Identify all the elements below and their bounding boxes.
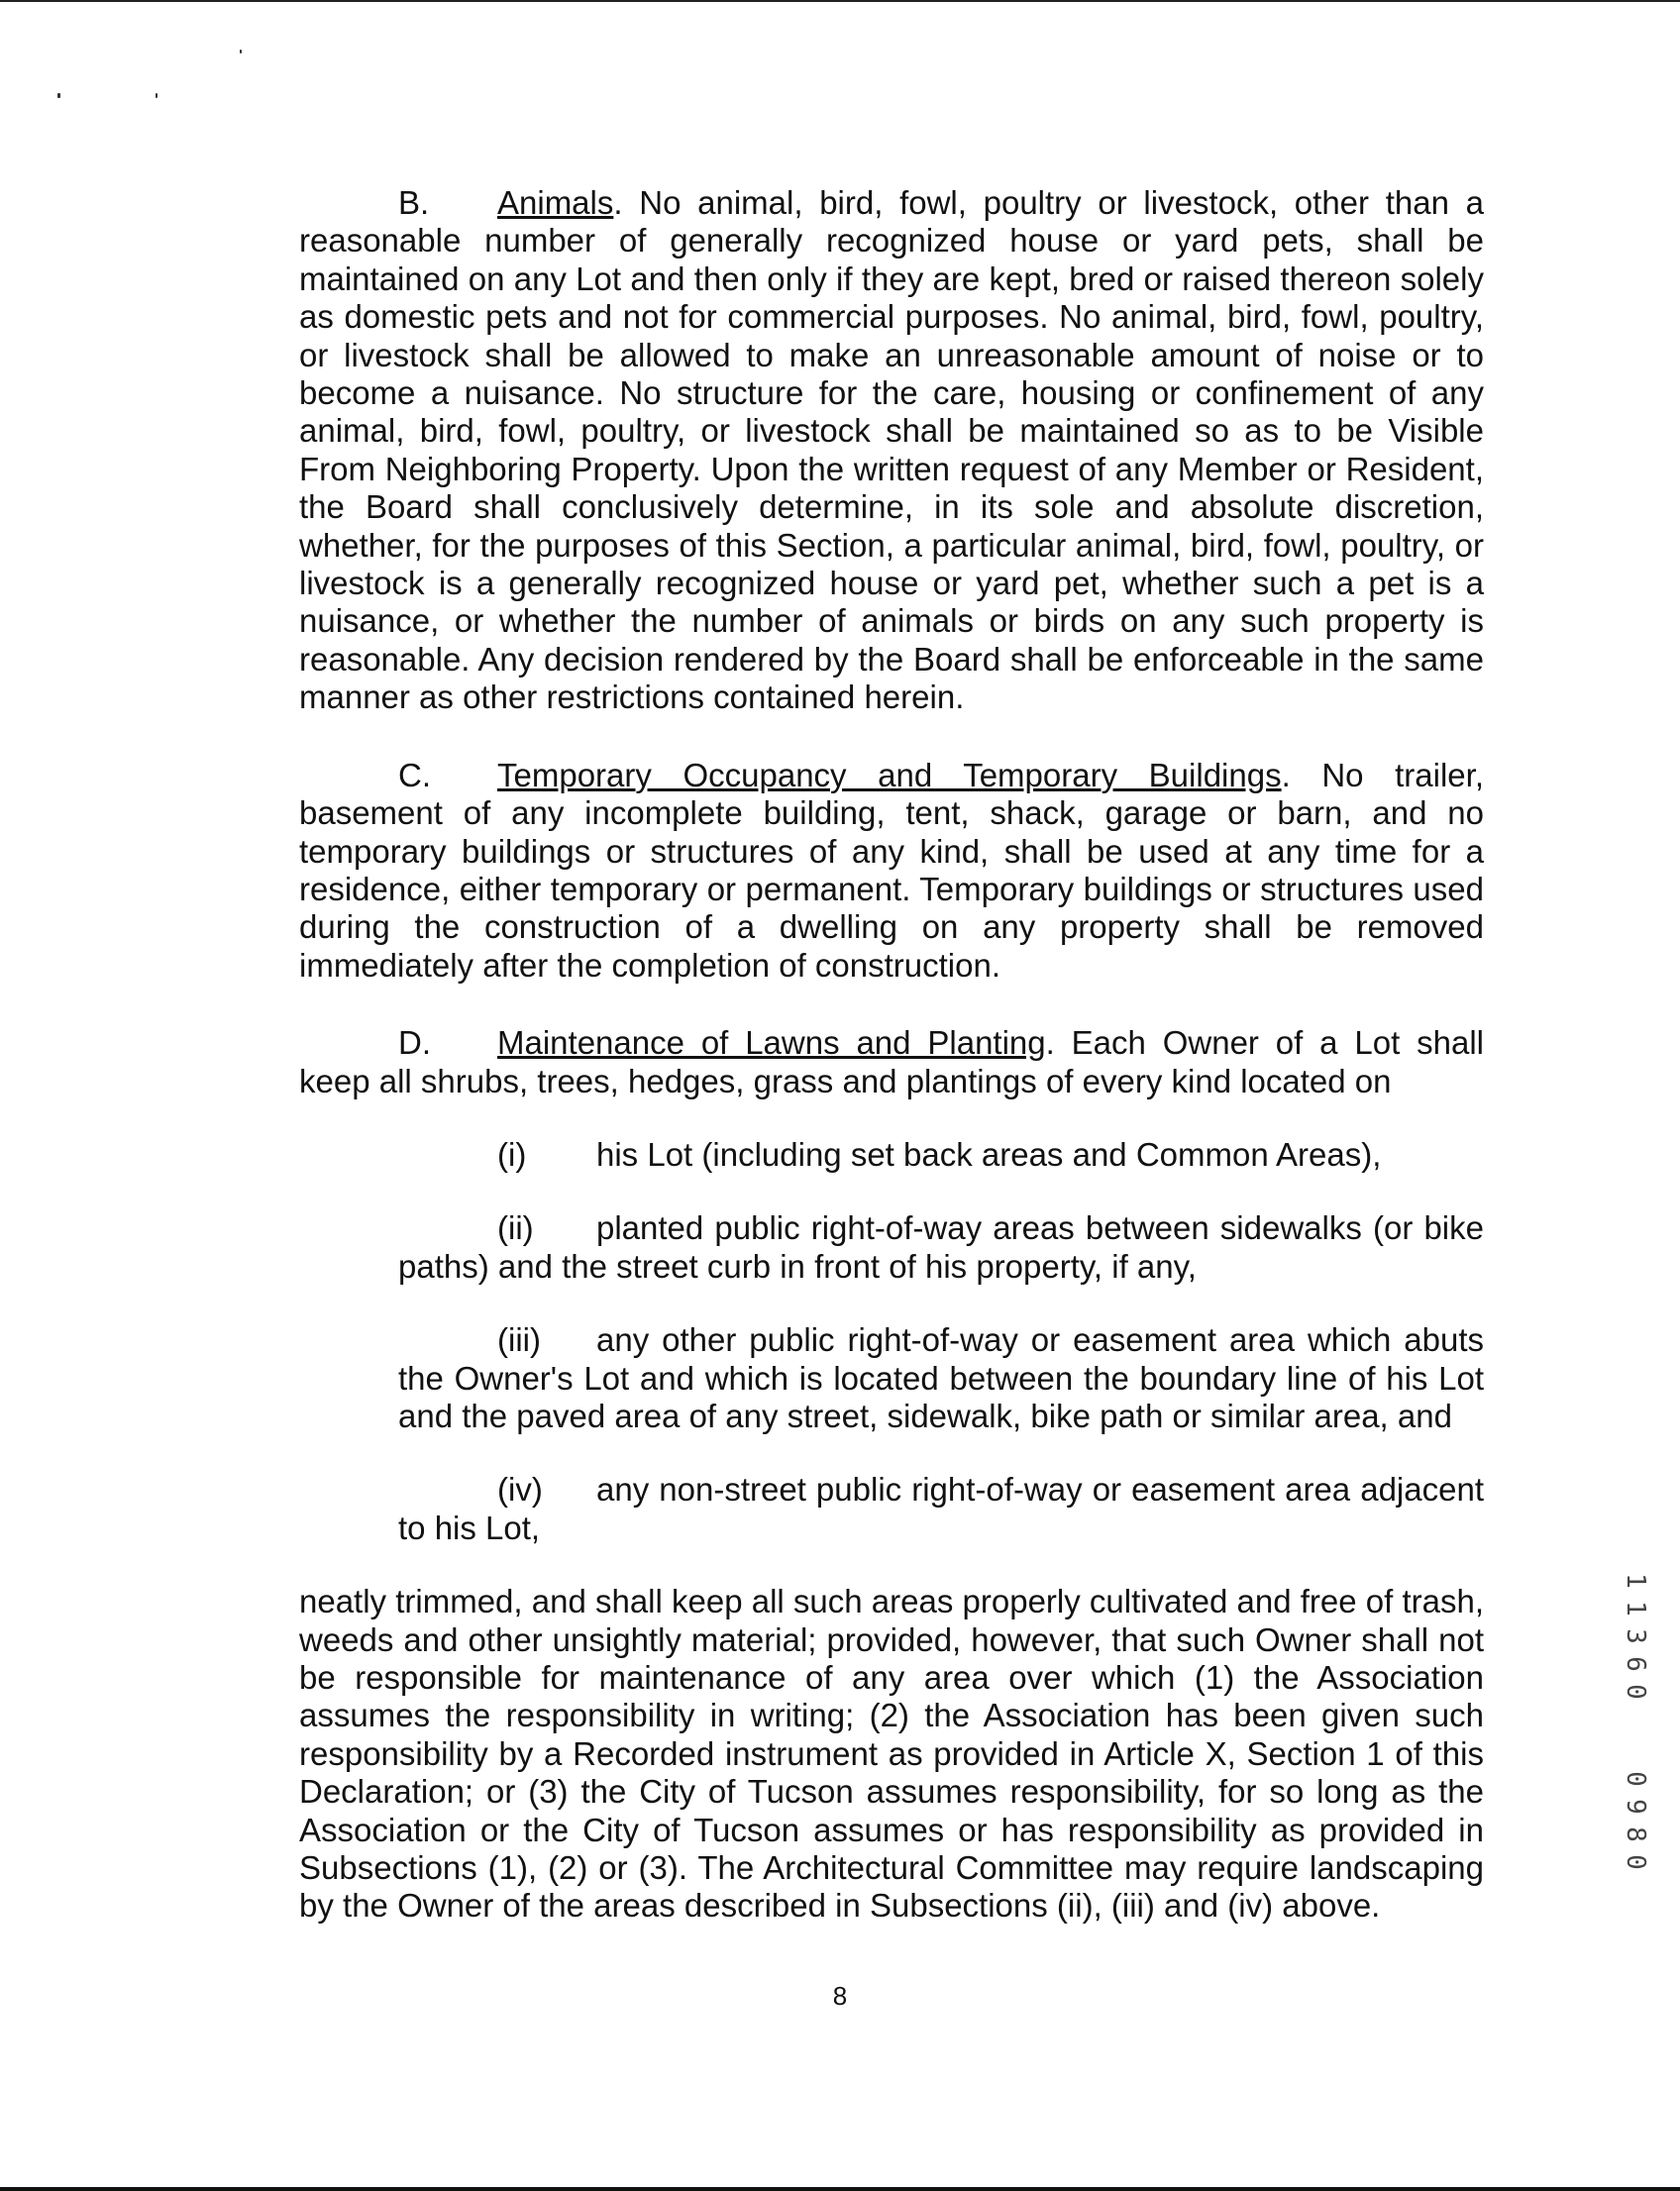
section-d-label: D.: [398, 1024, 431, 1062]
section-c-label: C.: [398, 756, 431, 793]
list-item-number: (i): [497, 1135, 527, 1173]
section-d-closing: neatly trimmed, and shall keep all such areas properly cultivated and free of trash, weeds and other unsightly material; provided, however, that such Owner shall not be responsible for maintenance of any area over which (1) the Association assumes the responsibility in writing; (2) the Association has been given such responsibility by a Recorded instrument as provided in Article X, Section 1 of this Declaration; or (3) the City of Tucson assumes responsibility, for so long as the Association or the City of Tucson assumes or has responsibility as provided in Subsections (1), (2) or (3). The Architectural Committee may require landscaping by the Owner of the areas described in Subsections (ii), (iii) and (iv) above.: [299, 1583, 1484, 1925]
stamp-digit: 0: [1621, 1684, 1650, 1700]
scan-border-top: [0, 0, 1680, 2]
scan-speck: [240, 50, 242, 53]
list-item-text: his Lot (including set back areas and Common Areas),: [596, 1135, 1382, 1173]
list-item-text: any other public right-of-way or easement area which abuts the Owner's Lot and which is located between the boundary line of his Lot and the paved area of any street, sidewalk, bike path or similar area, and: [398, 1321, 1484, 1434]
scan-border-bottom: [0, 2187, 1680, 2191]
section-c-text: . No trailer, basement of any incomplete building, tent, shack, garage or barn, and no temporary buildings or structures of any kind, shall be used at any time for a residence, either temporary or permanent. Temporary buildings or structures used during the construction of a dwelling on any property shall be removed immediately after the completion of construction.: [299, 756, 1484, 984]
stamp-digit: 9: [1621, 1799, 1650, 1815]
recording-stamp: [1621, 1567, 1650, 1876]
section-d-paragraph: [299, 1024, 1484, 1100]
section-c-paragraph: [299, 757, 1484, 985]
list-item-text: planted public right-of-way areas between sidewalks (or bike paths) and the street curb in front of his property, if any,: [398, 1209, 1484, 1285]
document-body: [299, 184, 1484, 1926]
stamp-digit: 1: [1621, 1601, 1650, 1617]
list-item-number: (ii): [497, 1209, 534, 1247]
list-item: [398, 1471, 1484, 1547]
stamp-digit: 0: [1621, 1854, 1650, 1870]
list-item: [398, 1136, 1484, 1174]
section-d-text: . Each Owner of a Lot shall keep all shrubs, trees, hedges, grass and plantings of every kind located on: [299, 1024, 1484, 1099]
list-item-text: any non-street public right-of-way or easement area adjacent to his Lot,: [398, 1471, 1484, 1546]
section-b-paragraph: [299, 184, 1484, 717]
section-b-heading: Animals: [497, 184, 614, 221]
stamp-digit: 3: [1621, 1628, 1650, 1644]
section-b-label: B.: [398, 184, 430, 221]
stamp-digit: 0: [1621, 1771, 1650, 1787]
scan-speck: [156, 93, 158, 98]
stamp-digit: 8: [1621, 1826, 1650, 1842]
section-d-heading: Maintenance of Lawns and Planting: [497, 1024, 1046, 1062]
section-c-heading: Temporary Occupancy and Temporary Buildings: [497, 756, 1282, 793]
stamp-digit: 1: [1621, 1573, 1650, 1589]
section-b-text: . No animal, bird, fowl, poultry or livestock, other than a reasonable number of generally recognized house or yard pets, shall be maintained on any Lot and then only if they are kept, bred or raised thereon solely as domestic pets and not for commercial purposes. No animal, bird, fowl, poultry, or livestock shall be allowed to make an unreasonable amount of noise or to become a nuisance. No structure for the care, housing or confinement of any animal, bird, fowl, poultry, or livestock shall be maintained so as to be Visible From Neighboring Property. Upon the written request of any Member or Resident, the Board shall conclusively determine, in its sole and absolute discretion, whether, for the purposes of this Section, a particular animal, bird, fowl, poultry, or livestock is a generally recognized house or yard pet, whether such a pet is a nuisance, or whether the number of animals or birds on any such property is reasonable. Any decision rendered by the Board shall be enforceable in the same manner as other restrictions contained herein.: [299, 184, 1484, 716]
page-number: 8: [832, 1981, 848, 2011]
list-item-number: (iii): [497, 1321, 541, 1359]
list-item: [398, 1321, 1484, 1435]
scan-speck: [57, 93, 60, 98]
list-item: [398, 1209, 1484, 1286]
stamp-digit: 6: [1621, 1656, 1650, 1672]
list-item-number: (iv): [497, 1471, 543, 1509]
